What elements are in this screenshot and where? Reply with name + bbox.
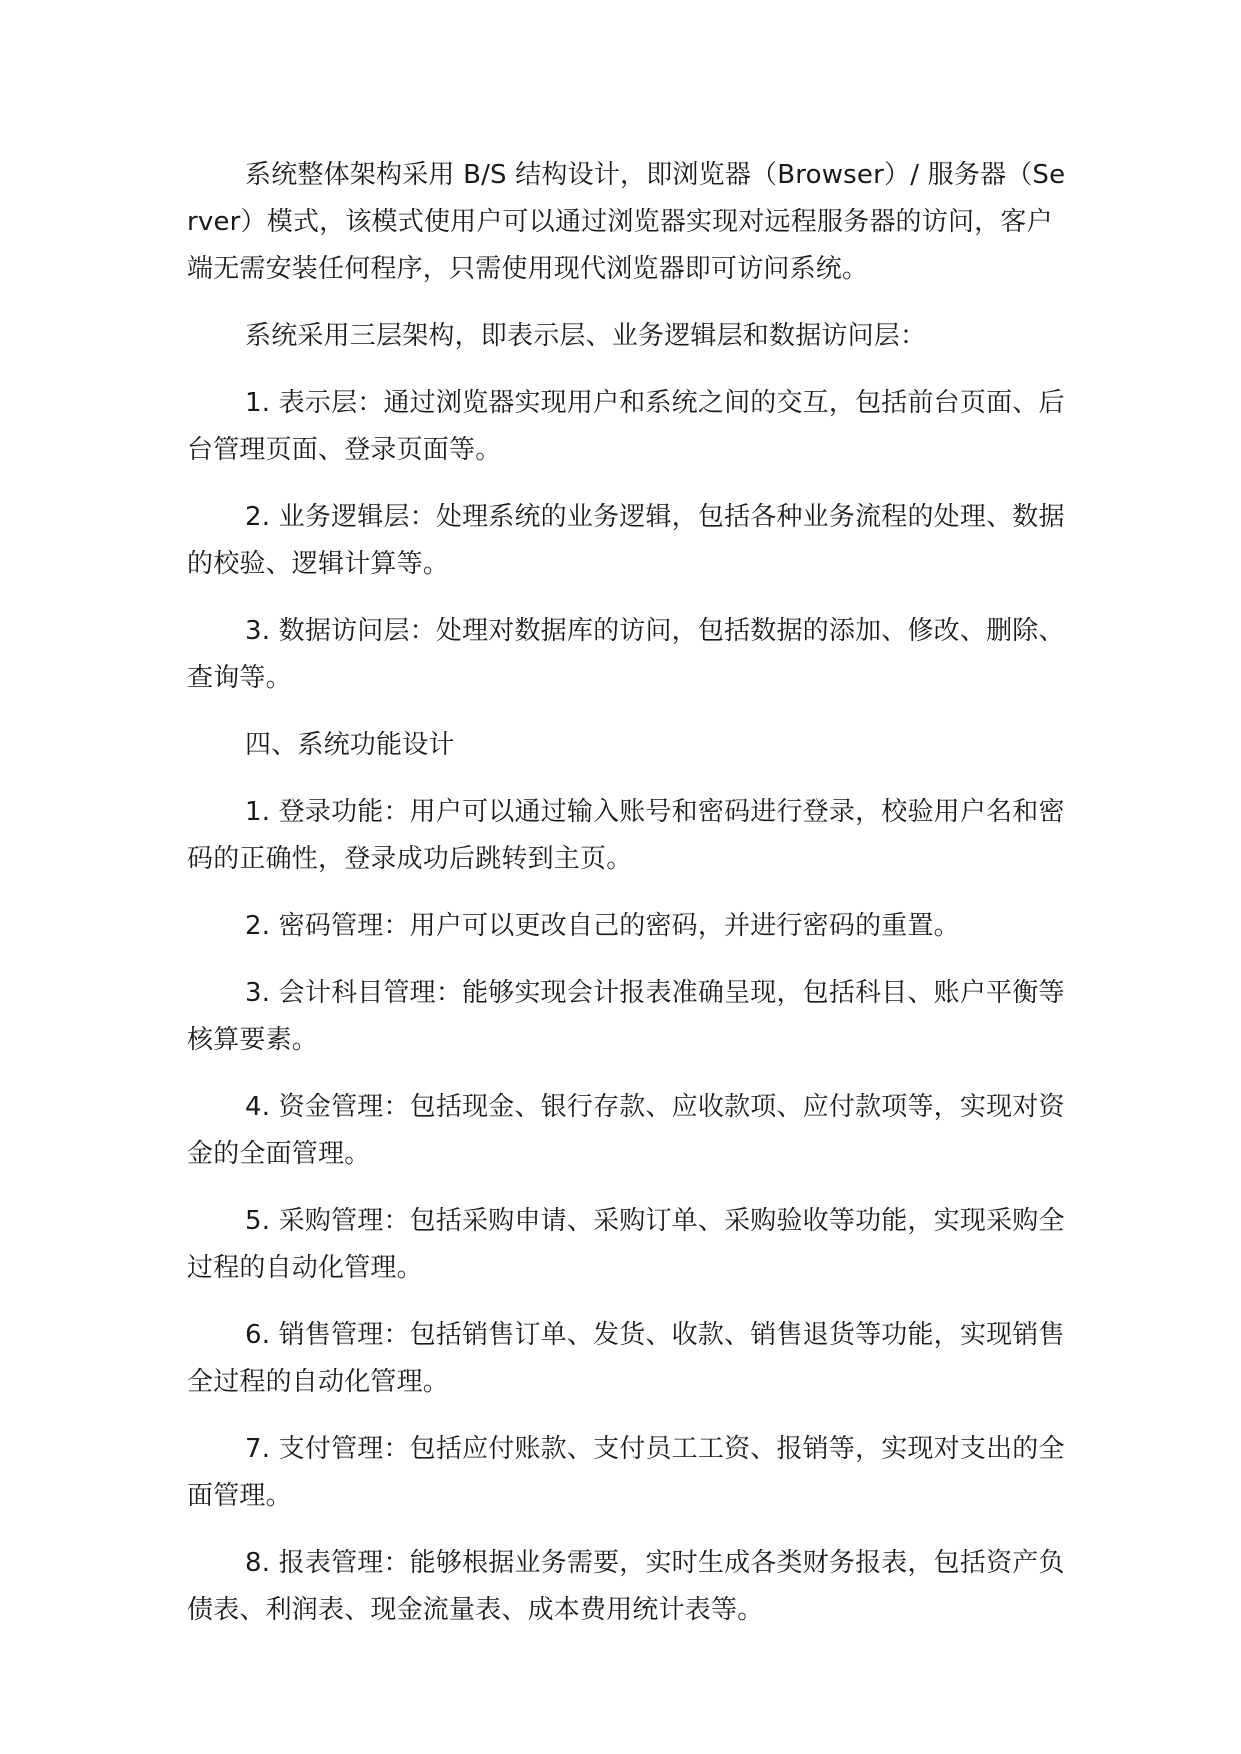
document-body (187, 152, 1067, 1654)
paragraph-payment-management: 7. 支付管理：包括应付账款、支付员工工资、报销等，实现对支出的全面管理。 (187, 1434, 1065, 1511)
paragraph-login-function: 1. 登录功能：用户可以通过输入账号和密码进行登录，校验用户名和密码的正确性，登录成功后跳转到主页。 (187, 797, 1065, 874)
section-heading-function-design: 四、系统功能设计 (245, 730, 455, 760)
paragraph-architecture-intro: 系统整体架构采用 B/S 结构设计，即浏览器（Browser）/ 服务器（Server）模式，该模式使用户可以通过浏览器实现对远程服务器的访问，客户端无需安装任何程序，只需使用现代浏览器即可访问系统。 (187, 160, 1066, 284)
paragraph-password-management: 2. 密码管理：用户可以更改自己的密码，并进行密码的重置。 (245, 911, 960, 941)
paragraph-three-tier: 系统采用三层架构，即表示层、业务逻辑层和数据访问层： (245, 321, 927, 351)
paragraph-report-management: 8. 报表管理：能够根据业务需要，实时生成各类财务报表，包括资产负债表、利润表、现金流量表、成本费用统计表等。 (187, 1548, 1065, 1625)
paragraph-accounting-subjects: 3. 会计科目管理：能够实现会计报表准确呈现，包括科目、账户平衡等核算要素。 (187, 978, 1065, 1055)
paragraph-sales-management: 6. 销售管理：包括销售订单、发货、收款、销售退货等功能，实现销售全过程的自动化管理。 (187, 1320, 1065, 1397)
paragraph-business-layer: 2. 业务逻辑层：处理系统的业务逻辑，包括各种业务流程的处理、数据的校验、逻辑计算等。 (187, 502, 1065, 579)
paragraph-presentation-layer: 1. 表示层：通过浏览器实现用户和系统之间的交互，包括前台页面、后台管理页面、登录页面等。 (187, 388, 1065, 465)
paragraph-data-access-layer: 3. 数据访问层：处理对数据库的访问，包括数据的添加、修改、删除、查询等。 (187, 616, 1065, 693)
paragraph-purchase-management: 5. 采购管理：包括采购申请、采购订单、采购验收等功能，实现采购全过程的自动化管理。 (187, 1206, 1065, 1283)
paragraph-fund-management: 4. 资金管理：包括现金、银行存款、应收款项、应付款项等，实现对资金的全面管理。 (187, 1092, 1065, 1169)
